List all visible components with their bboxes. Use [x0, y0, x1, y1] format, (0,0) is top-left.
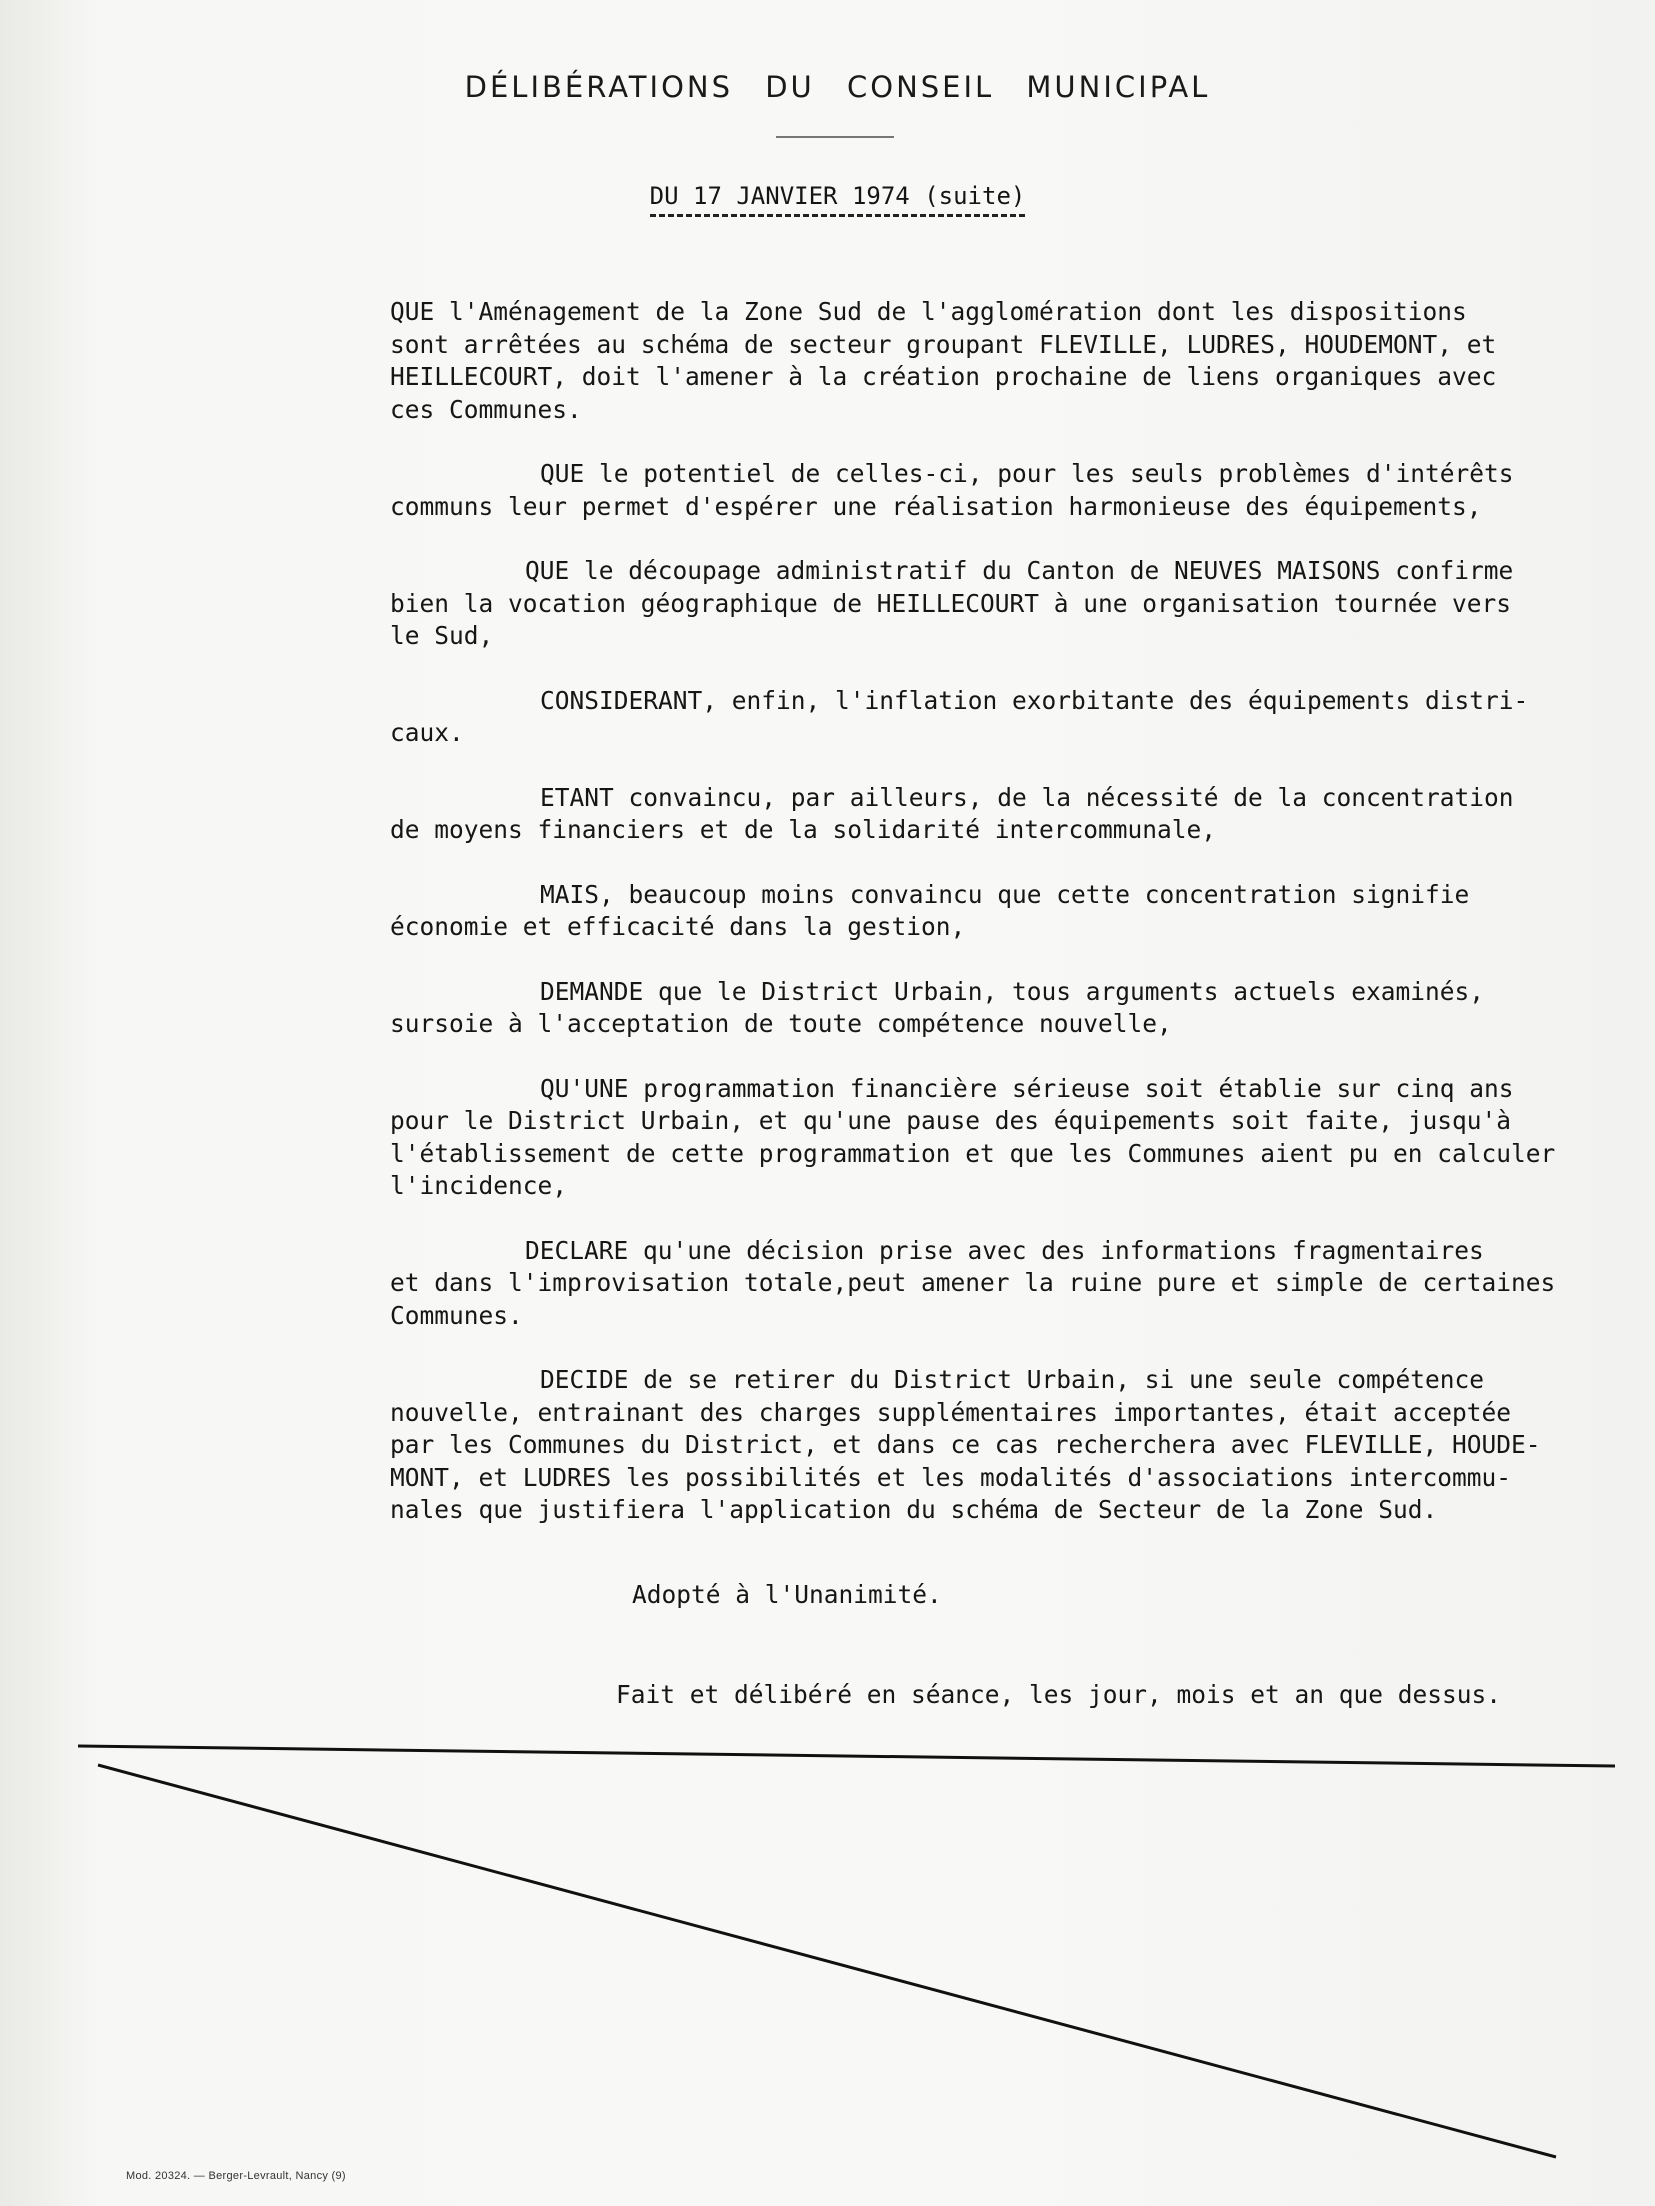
diagonal-strike-line	[98, 1765, 1556, 2157]
paragraph-potentiel: QUE le potentiel de celles-ci, pour les seuls problèmes d'intérêts communs leur permet d'espérer une réalisation harmonieuse des équipements,	[390, 459, 1514, 521]
adoption-statement: Adopté à l'Unanimité.	[632, 1580, 942, 1609]
paragraph-etant: ETANT convaincu, par ailleurs, de la nécessité de la concentration de moyens financiers et de la solidarité intercommunale,	[390, 782, 1514, 844]
document-title: DÉLIBÉRATIONS DU CONSEIL MUNICIPAL	[464, 70, 1211, 104]
horizontal-rule	[78, 1746, 1615, 1766]
session-date-text: DU 17 JANVIER 1974 (suite)	[650, 182, 1026, 217]
paragraph-demande: DEMANDE que le District Urbain, tous arguments actuels examinés, sursoie à l'acceptation de toute compétence nouvelle,	[390, 976, 1485, 1038]
paragraph-decide: DECIDE de se retirer du District Urbain, si une seule compétence nouvelle, entrainant des charges supplémentaires importantes, était acceptée par les Communes du District, et dans ce cas recherchera avec FLEVILLE, HOUDE- MONT, et LUDRES les possibilités et les modalités d'associations intercommu- nales que justifiera l'application du schéma de Secteur de la Zone Sud.	[390, 1365, 1541, 1524]
paragraph-mais: MAIS, beaucoup moins convaincu que cette concentration signifie économie et efficacité dans la gestion,	[390, 879, 1470, 941]
paragraph-programmation: QU'UNE programmation financière sérieuse soit établie sur cinq ans pour le District Urbain, et qu'une pause des équipements soit faite, jusqu'à l'établissement de cette programmation et que les Communes aient pu en calculer l'incidence,	[390, 1073, 1556, 1200]
paragraph-declare: DECLARE qu'une décision prise avec des informations fragmentaires et dans l'improvisation totale,peut amener la ruine pure et simple de certaines Communes.	[390, 1235, 1556, 1330]
paragraph-decoupage: QUE le découpage administratif du Canton de NEUVES MAISONS confirme bien la vocation géographique de HEILLECOURT à une organisation tournée vers le Sud,	[390, 556, 1514, 650]
closing-formula: Fait et délibéré en séance, les jour, mois et an que dessus.	[616, 1680, 1502, 1709]
printer-mark: Mod. 20324. — Berger-Levrault, Nancy (9)	[126, 2170, 346, 2182]
paragraph-amenagement: QUE l'Aménagement de la Zone Sud de l'agglomération dont les dispositions sont arrêtées au schéma de secteur groupant FLEVILLE, LUDRES, HOUDEMONT, et HEILLECOURT, doit l'amener à la création prochaine de liens organiques avec ces Communes.	[390, 297, 1497, 424]
paragraph-considerant: CONSIDERANT, enfin, l'inflation exorbitante des équipements distri- caux.	[390, 685, 1529, 747]
